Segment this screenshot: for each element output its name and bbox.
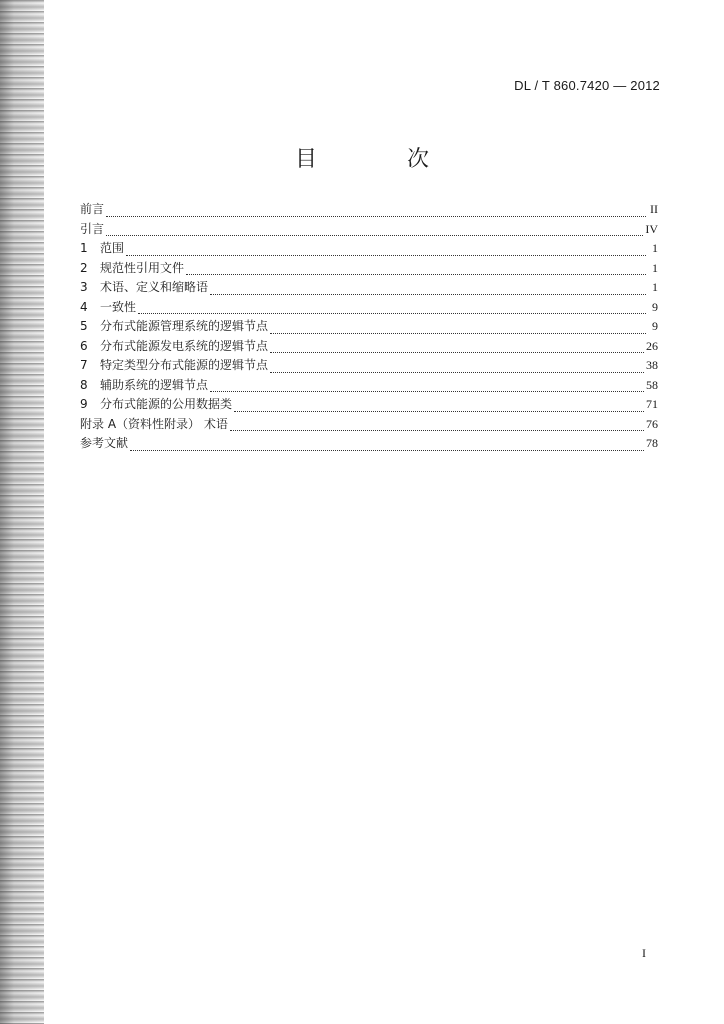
toc-entry-page: 1: [652, 241, 658, 255]
toc-leader-dots: [210, 391, 644, 392]
toc-leader-dots: [186, 274, 646, 275]
toc-entry[interactable]: [80, 415, 658, 435]
toc-leader-dots: [126, 255, 646, 256]
toc-entry[interactable]: [80, 376, 658, 396]
toc-entry-page: 9: [652, 299, 658, 314]
toc-entry-label: 特定类型分布式能源的逻辑节点: [100, 358, 269, 372]
table-of-contents: [80, 200, 658, 454]
toc-entry-page: IV: [645, 221, 658, 236]
toc-entry[interactable]: [80, 298, 658, 318]
toc-entry-label: 辅助系统的逻辑节点: [100, 377, 209, 392]
toc-entry-label: 分布式能源管理系统的逻辑节点: [100, 319, 269, 333]
page-number: I: [642, 946, 646, 960]
toc-entry[interactable]: [80, 395, 658, 415]
toc-leader-dots: [230, 430, 644, 431]
toc-entry-page: 26: [646, 338, 658, 353]
toc-entry-label: 引言: [80, 221, 105, 236]
toc-leader-dots: [130, 450, 644, 451]
toc-leader-dots: [210, 294, 646, 295]
toc-entry-page: 58: [646, 377, 658, 392]
toc-entry-number: 3: [80, 280, 88, 294]
toc-entry-page: 1: [652, 280, 658, 294]
toc-entry-number: 2: [80, 260, 88, 275]
toc-leader-dots: [106, 235, 643, 236]
toc-entry[interactable]: [80, 278, 658, 298]
toc-entry-label: 分布式能源的公用数据类: [100, 397, 233, 411]
toc-entry[interactable]: [80, 200, 658, 220]
toc-entry-label: 参考文献: [80, 436, 129, 450]
toc-entry-label: 术语、定义和缩略语: [100, 280, 209, 294]
toc-entry-page: 1: [652, 260, 658, 275]
toc-entry-page: 76: [646, 416, 658, 431]
toc-leader-dots: [270, 352, 644, 353]
toc-leader-dots: [106, 216, 646, 217]
toc-entry-number: 7: [80, 358, 88, 372]
toc-entry-label: 前言: [80, 202, 105, 216]
toc-entry[interactable]: [80, 239, 658, 259]
toc-entry[interactable]: [80, 337, 658, 357]
toc-entry[interactable]: [80, 356, 658, 376]
toc-leader-dots: [234, 411, 644, 412]
toc-entry-page: 38: [646, 358, 658, 372]
toc-entry-number: 4: [80, 299, 88, 314]
toc-entry[interactable]: [80, 220, 658, 240]
toc-entry-number: 9: [80, 397, 88, 411]
toc-entry-page: 71: [646, 397, 658, 411]
toc-leader-dots: [270, 372, 644, 373]
page-title: 目 次: [294, 147, 463, 172]
toc-entry[interactable]: [80, 434, 658, 454]
toc-entry-label: 规范性引用文件: [100, 260, 185, 275]
toc-entry-page: II: [650, 202, 658, 216]
toc-entry[interactable]: [80, 317, 658, 337]
toc-entry-label: 一致性: [100, 299, 137, 314]
toc-entry[interactable]: [80, 259, 658, 279]
toc-leader-dots: [138, 313, 646, 314]
toc-leader-dots: [270, 333, 646, 334]
document-code: DL / T 860.7420 — 2012: [514, 78, 660, 93]
toc-entry-label: 附录 A（资料性附录） 术语: [80, 416, 228, 431]
toc-entry-number: 5: [80, 319, 88, 333]
toc-entry-number: 8: [80, 377, 88, 392]
toc-entry-number: 1: [80, 241, 88, 255]
toc-entry-page: 9: [652, 319, 658, 333]
toc-entry-number: 6: [80, 338, 88, 353]
toc-entry-label: 范围: [100, 241, 125, 255]
toc-entry-page: 78: [646, 436, 658, 450]
toc-entry-label: 分布式能源发电系统的逻辑节点: [100, 338, 269, 353]
